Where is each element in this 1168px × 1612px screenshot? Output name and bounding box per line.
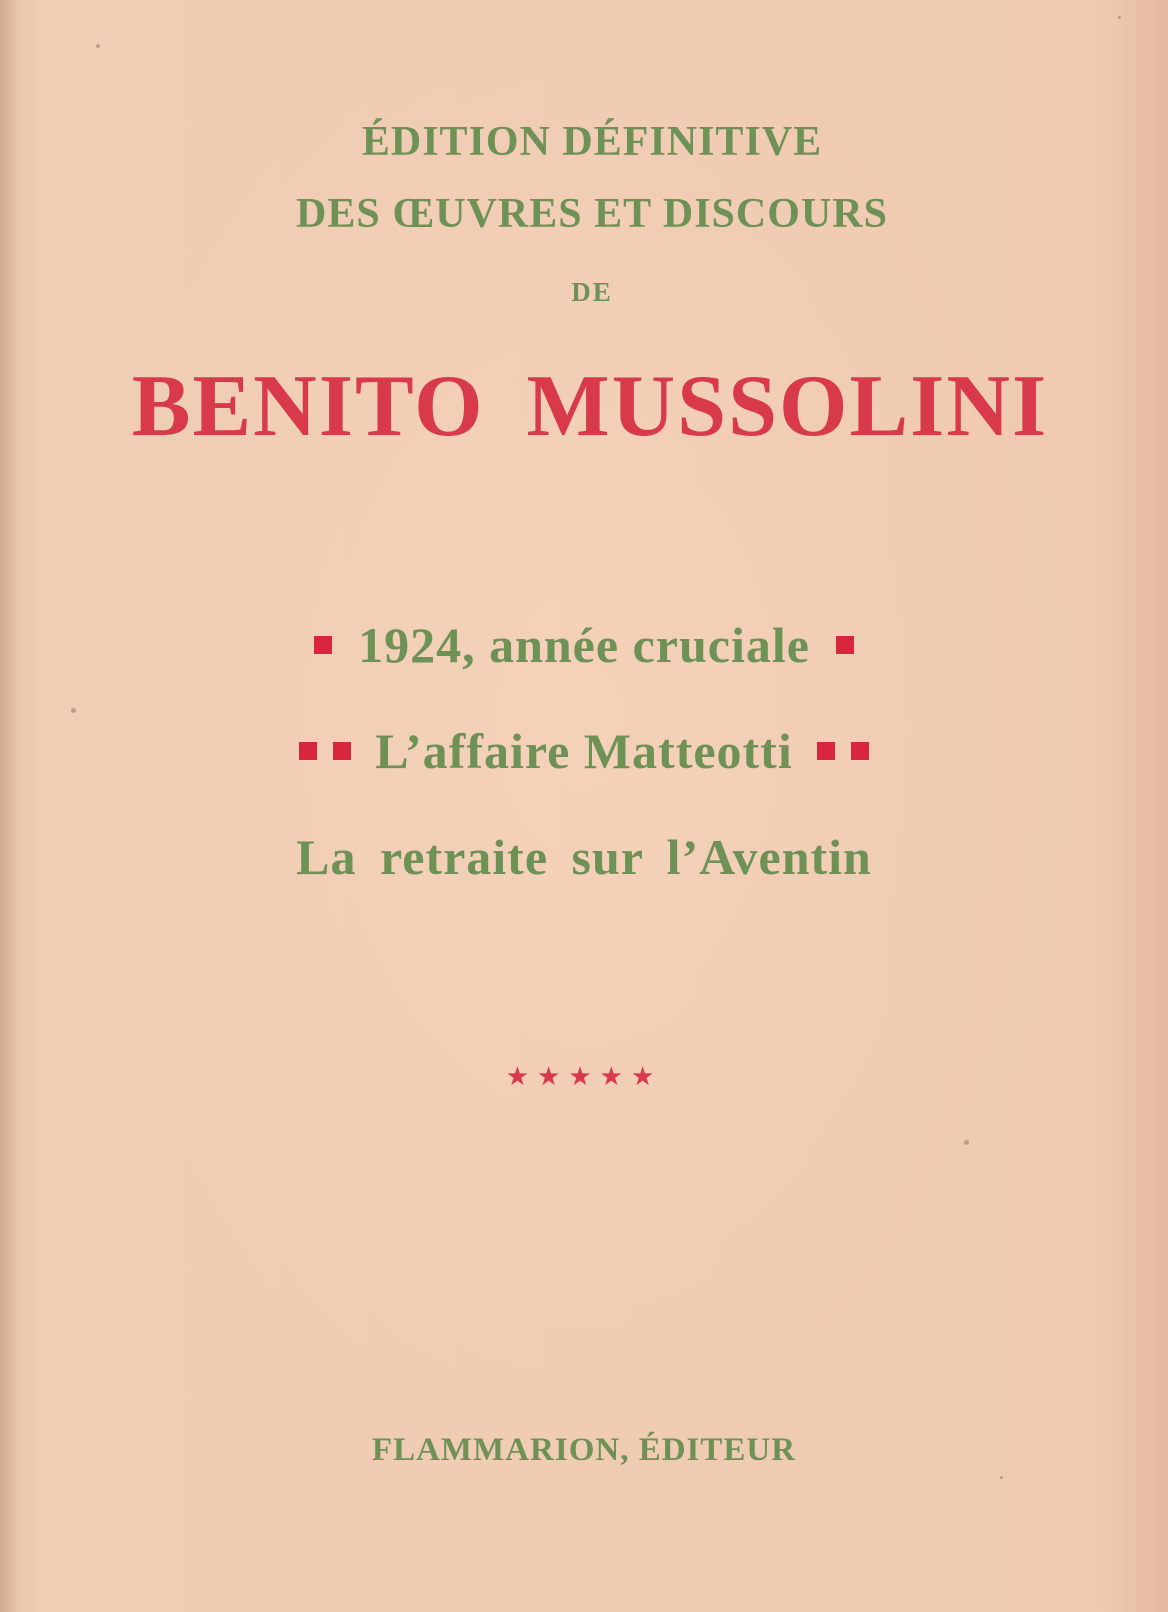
- paper-speck: [964, 1140, 969, 1145]
- author-name: BENITO MUSSOLINI: [131, 358, 1049, 455]
- publisher-name: FLAMMARION, ÉDITEUR: [371, 1432, 797, 1468]
- spine-edge: [0, 0, 18, 1612]
- star-ornament-icon: ★★★★★: [505, 1062, 663, 1092]
- series-title-line-3: DE: [571, 277, 613, 307]
- series-title-line-2: DES ŒUVRES ET DISCOURS: [296, 191, 888, 237]
- book-title-1: 1924, année cruciale: [358, 617, 810, 673]
- title-row-3: [0, 828, 1168, 886]
- square-bullet-icon: [333, 742, 351, 760]
- book-title-3: La retraite sur l’Aventin: [296, 829, 872, 885]
- square-bullet-icon: [817, 742, 835, 760]
- paper-speck: [1000, 1476, 1003, 1479]
- series-title-line-1: ÉDITION DÉFINITIVE: [361, 119, 823, 165]
- paper-speck: [96, 44, 100, 48]
- title-row-2: [0, 722, 1168, 780]
- book-title-2: L’affaire Matteotti: [375, 723, 793, 779]
- square-bullet-icon: [299, 742, 317, 760]
- paper-speck: [1118, 16, 1121, 19]
- square-bullet-icon: [836, 636, 854, 654]
- square-bullet-icon: [314, 636, 332, 654]
- square-bullet-icon: [851, 742, 869, 760]
- title-row-1: [0, 616, 1168, 674]
- paper-speck: [71, 708, 76, 713]
